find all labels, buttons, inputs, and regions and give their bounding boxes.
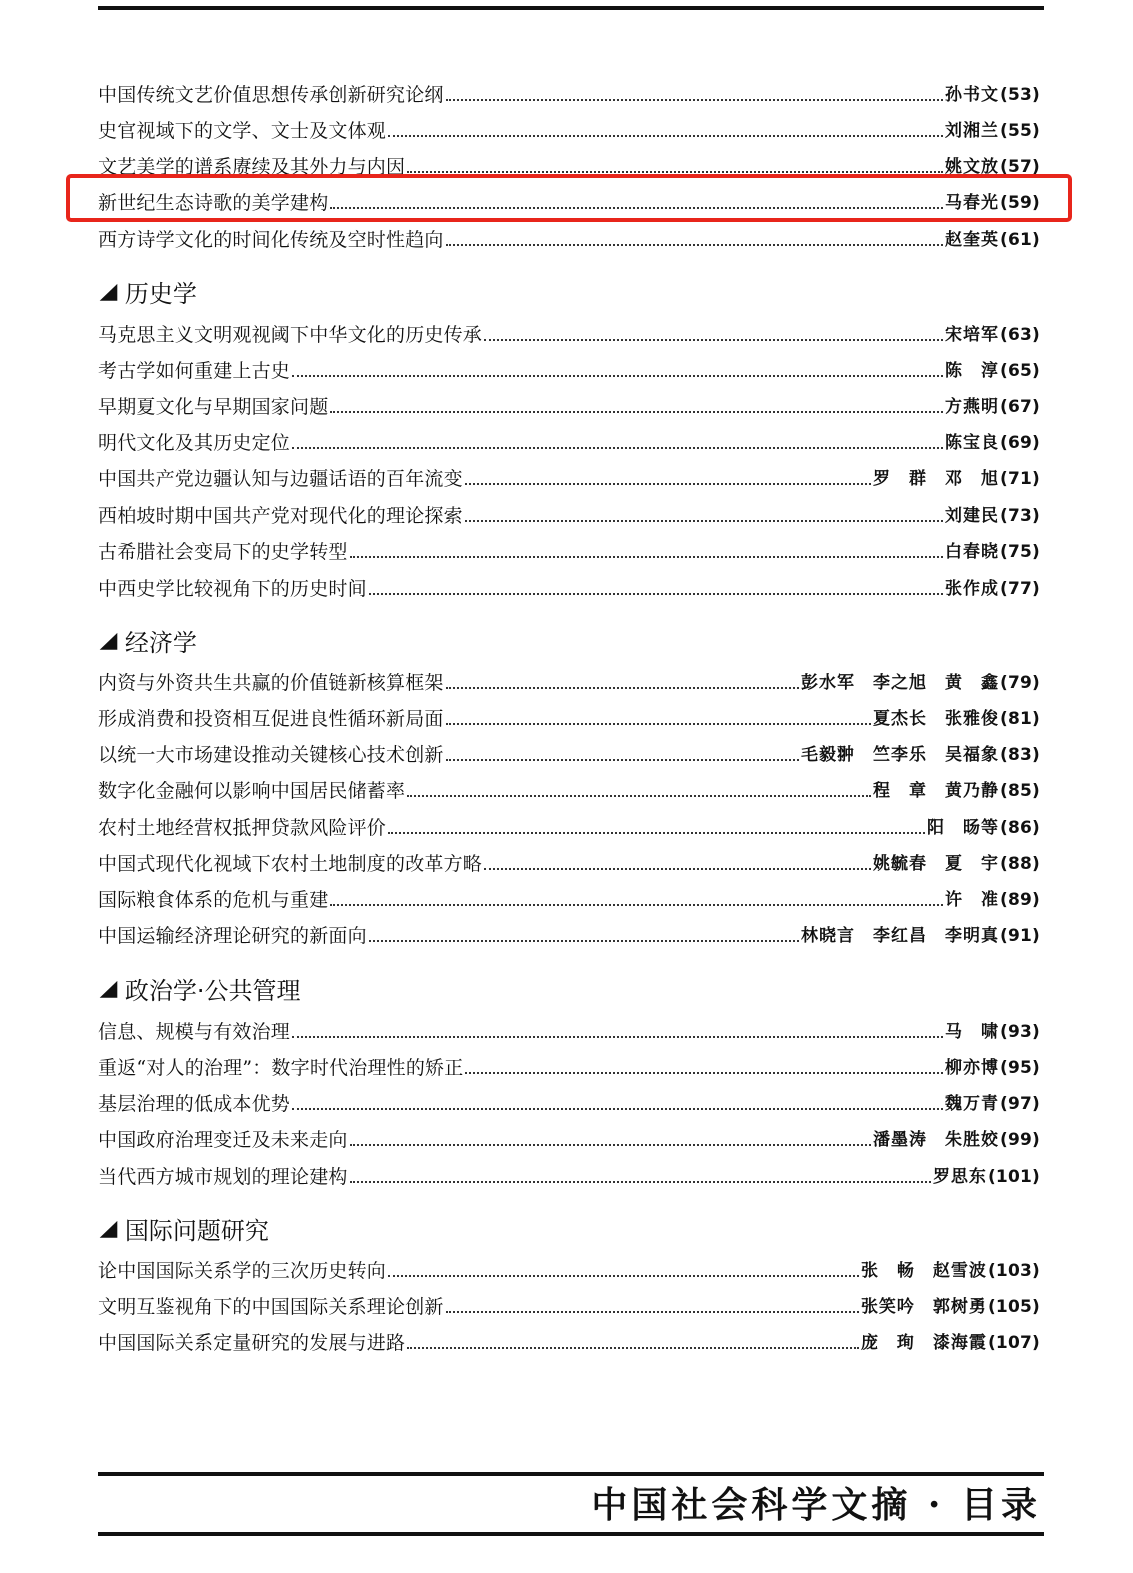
dot-leader <box>446 244 943 246</box>
entry-title: 中国式现代化视域下农村土地制度的改革方略 <box>98 853 483 875</box>
toc-entry[interactable] <box>98 421 1040 455</box>
entry-page: (77) <box>999 579 1040 599</box>
dot-leader <box>465 483 871 485</box>
dot-leader <box>388 135 943 137</box>
section-title: 国际问题研究 <box>124 1216 269 1245</box>
entry-page: (99) <box>999 1130 1040 1150</box>
entry-page: (83) <box>999 745 1040 765</box>
section-heading-international <box>100 1211 269 1245</box>
dot-leader <box>407 1347 859 1349</box>
entry-title: 重返“对人的治理”：数字时代治理性的矫正 <box>98 1057 464 1079</box>
entry-authors: 孙书文 <box>944 85 999 105</box>
entry-title: 明代文化及其历史定位 <box>98 432 291 454</box>
dot-leader <box>369 940 799 942</box>
entry-page: (79) <box>999 673 1040 693</box>
entry-page: (53) <box>999 85 1040 105</box>
triangle-bullet-icon: ◢ <box>99 975 118 1001</box>
entry-authors: 张笑吟 郭树勇 <box>860 1297 987 1317</box>
dot-leader <box>292 1036 943 1038</box>
entry-authors: 马 啸 <box>944 1022 999 1042</box>
entry-authors: 姚毓春 夏 宇 <box>872 854 999 874</box>
dot-leader <box>446 723 871 725</box>
dot-leader <box>446 687 799 689</box>
entry-authors: 陈 淳 <box>944 361 999 381</box>
entry-page: (59) <box>999 193 1040 213</box>
dot-leader <box>292 447 943 449</box>
entry-page: (63) <box>999 325 1040 345</box>
dot-leader <box>484 339 943 341</box>
entry-title: 中西史学比较视角下的历史时间 <box>98 578 367 600</box>
entry-page: (89) <box>999 890 1040 910</box>
toc-entry[interactable] <box>98 457 1040 491</box>
entry-page: (107) <box>987 1333 1040 1353</box>
entry-authors: 夏杰长 张雅俊 <box>872 709 999 729</box>
footer-label: 目录 <box>960 1484 1041 1526</box>
toc-entry[interactable] <box>98 349 1040 383</box>
entry-title: 中国国际关系定量研究的发展与进路 <box>98 1332 406 1354</box>
footer-rule-bottom <box>98 1532 1044 1536</box>
entry-title: 古希腊社会变局下的史学转型 <box>98 541 348 563</box>
dot-leader <box>330 904 943 906</box>
section-heading-history <box>100 274 197 308</box>
toc-entry[interactable] <box>98 218 1040 252</box>
entry-authors: 马春光 <box>944 193 999 213</box>
entry-title: 中国共产党边疆认知与边疆话语的百年流变 <box>98 468 463 490</box>
dot-leader <box>465 1072 943 1074</box>
entry-title: 以统一大市场建设推动关键核心技术创新 <box>98 744 444 766</box>
entry-authors: 程 章 黄乃静 <box>872 781 999 801</box>
dot-leader <box>350 1181 931 1183</box>
dot-leader <box>446 1311 859 1313</box>
section-title: 经济学 <box>124 628 197 657</box>
toc-entry[interactable] <box>98 878 1040 912</box>
dot-leader <box>388 832 925 834</box>
dot-leader <box>484 868 871 870</box>
footer-rule-top <box>98 1472 1044 1476</box>
toc-entry[interactable] <box>98 1082 1040 1116</box>
entry-authors: 刘建民 <box>944 506 999 526</box>
dot-leader <box>446 99 943 101</box>
entry-authors: 柳亦博 <box>944 1058 999 1078</box>
toc-entry[interactable] <box>98 1321 1040 1355</box>
entry-authors: 罗思东 <box>932 1167 987 1187</box>
dot-leader <box>292 1108 943 1110</box>
entry-authors: 刘湘兰 <box>944 121 999 141</box>
toc-entry[interactable] <box>98 73 1040 107</box>
entry-title: 农村土地经营权抵押贷款风险评价 <box>98 817 387 839</box>
entry-page: (86) <box>999 818 1040 838</box>
toc-entry[interactable] <box>98 733 1040 767</box>
toc-entry[interactable] <box>98 1046 1040 1080</box>
toc-entry[interactable] <box>98 806 1040 840</box>
entry-authors: 白春晓 <box>944 542 999 562</box>
entry-page: (81) <box>999 709 1040 729</box>
entry-title: 中国运输经济理论研究的新面向 <box>98 925 367 947</box>
dot-leader <box>369 593 943 595</box>
entry-authors: 张 畅 赵雪波 <box>860 1261 987 1281</box>
toc-entry[interactable] <box>98 567 1040 601</box>
entry-title: 内资与外资共生共赢的价值链新核算框架 <box>98 672 444 694</box>
toc-entry[interactable] <box>98 313 1040 347</box>
dot-leader <box>407 795 871 797</box>
triangle-bullet-icon: ◢ <box>99 278 118 304</box>
entry-page: (88) <box>999 854 1040 874</box>
toc-entry[interactable] <box>98 494 1040 528</box>
entry-authors: 庞 珣 漆海霞 <box>860 1333 987 1353</box>
toc-entry[interactable] <box>98 1010 1040 1044</box>
entry-authors: 许 准 <box>944 890 999 910</box>
toc-entry[interactable] <box>98 1118 1040 1152</box>
journal-name: 中国社会科学文摘 <box>591 1484 912 1526</box>
entry-page: (105) <box>987 1297 1040 1317</box>
entry-authors: 方燕明 <box>944 397 999 417</box>
section-title: 历史学 <box>124 279 197 308</box>
triangle-bullet-icon: ◢ <box>99 1215 118 1241</box>
entry-page: (71) <box>999 469 1040 489</box>
entry-title: 形成消费和投资相互促进良性循环新局面 <box>98 708 444 730</box>
dot-leader <box>388 1275 859 1277</box>
footer-separator: · <box>927 1484 945 1526</box>
entry-page: (61) <box>999 230 1040 250</box>
entry-page: (57) <box>999 157 1040 177</box>
entry-authors: 张作成 <box>944 579 999 599</box>
entry-authors: 陈宝良 <box>944 433 999 453</box>
entry-authors: 毛毅翀 竺李乐 吴福象 <box>800 745 999 765</box>
toc-entry[interactable] <box>98 697 1040 731</box>
entry-title: 数字化金融何以影响中国居民储蓄率 <box>98 780 406 802</box>
toc-entry[interactable] <box>98 1285 1040 1319</box>
toc-entry[interactable] <box>98 530 1040 564</box>
entry-title: 史官视域下的文学、文士及文体观 <box>98 120 387 142</box>
toc-entry[interactable] <box>98 1249 1040 1283</box>
entry-page: (93) <box>999 1022 1040 1042</box>
entry-authors: 阳 旸等 <box>926 818 999 838</box>
toc-entry[interactable] <box>98 1155 1040 1189</box>
top-rule <box>98 6 1044 10</box>
entry-page: (85) <box>999 781 1040 801</box>
entry-title: 考古学如何重建上古史 <box>98 360 291 382</box>
entry-title: 西方诗学文化的时间化传统及空时性趋向 <box>98 229 444 251</box>
toc-entry[interactable] <box>98 769 1040 803</box>
entry-page: (69) <box>999 433 1040 453</box>
entry-authors: 赵奎英 <box>944 230 999 250</box>
entry-page: (97) <box>999 1094 1040 1114</box>
toc-entry[interactable] <box>98 914 1040 948</box>
toc-entry[interactable] <box>98 842 1040 876</box>
dot-leader <box>350 556 943 558</box>
entry-authors: 潘墨涛 朱胜姣 <box>872 1130 999 1150</box>
section-heading-economics <box>100 623 197 657</box>
dot-leader <box>292 375 943 377</box>
highlight-box <box>66 174 1072 222</box>
entry-title: 当代西方城市规划的理论建构 <box>98 1166 348 1188</box>
dot-leader <box>465 520 943 522</box>
footer-title <box>591 1480 1041 1530</box>
entry-page: (65) <box>999 361 1040 381</box>
entry-page: (103) <box>987 1261 1040 1281</box>
dot-leader <box>350 1144 871 1146</box>
entry-title: 中国传统文艺价值思想传承创新研究论纲 <box>98 84 444 106</box>
entry-page: (67) <box>999 397 1040 417</box>
entry-title: 国际粮食体系的危机与重建 <box>98 889 329 911</box>
dot-leader <box>330 411 943 413</box>
entry-authors: 姚文放 <box>944 157 999 177</box>
entry-title: 基层治理的低成本优势 <box>98 1093 291 1115</box>
entry-title: 文明互鉴视角下的中国国际关系理论创新 <box>98 1296 444 1318</box>
entry-title: 早期夏文化与早期国家问题 <box>98 396 329 418</box>
entry-title: 马克思主义文明观视阈下中华文化的历史传承 <box>98 324 483 346</box>
entry-authors: 彭水军 李之旭 黄 鑫 <box>800 673 999 693</box>
toc-entry[interactable] <box>98 109 1040 143</box>
entry-title: 西柏坡时期中国共产党对现代化的理论探索 <box>98 505 463 527</box>
entry-title: 新世纪生态诗歌的美学建构 <box>98 192 329 214</box>
entry-authors: 林晓言 李红昌 李明真 <box>800 926 999 946</box>
entry-authors: 宋培军 <box>944 325 999 345</box>
entry-title: 信息、规模与有效治理 <box>98 1021 291 1043</box>
entry-page: (73) <box>999 506 1040 526</box>
entry-authors: 罗 群 邓 旭 <box>872 469 999 489</box>
section-title: 政治学·公共管理 <box>124 976 301 1005</box>
dot-leader <box>407 171 943 173</box>
triangle-bullet-icon: ◢ <box>99 627 118 653</box>
dot-leader <box>446 759 799 761</box>
entry-title: 文艺美学的谱系赓续及其外力与内因 <box>98 156 406 178</box>
entry-page: (75) <box>999 542 1040 562</box>
section-heading-politics <box>100 971 301 1005</box>
entry-page: (55) <box>999 121 1040 141</box>
entry-page: (101) <box>987 1167 1040 1187</box>
entry-page: (91) <box>999 926 1040 946</box>
entry-title: 论中国国际关系学的三次历史转向 <box>98 1260 387 1282</box>
entry-page: (95) <box>999 1058 1040 1078</box>
entry-authors: 魏万青 <box>944 1094 999 1114</box>
entry-title: 中国政府治理变迁及未来走向 <box>98 1129 348 1151</box>
toc-entry[interactable] <box>98 385 1040 419</box>
toc-entry[interactable] <box>98 661 1040 695</box>
